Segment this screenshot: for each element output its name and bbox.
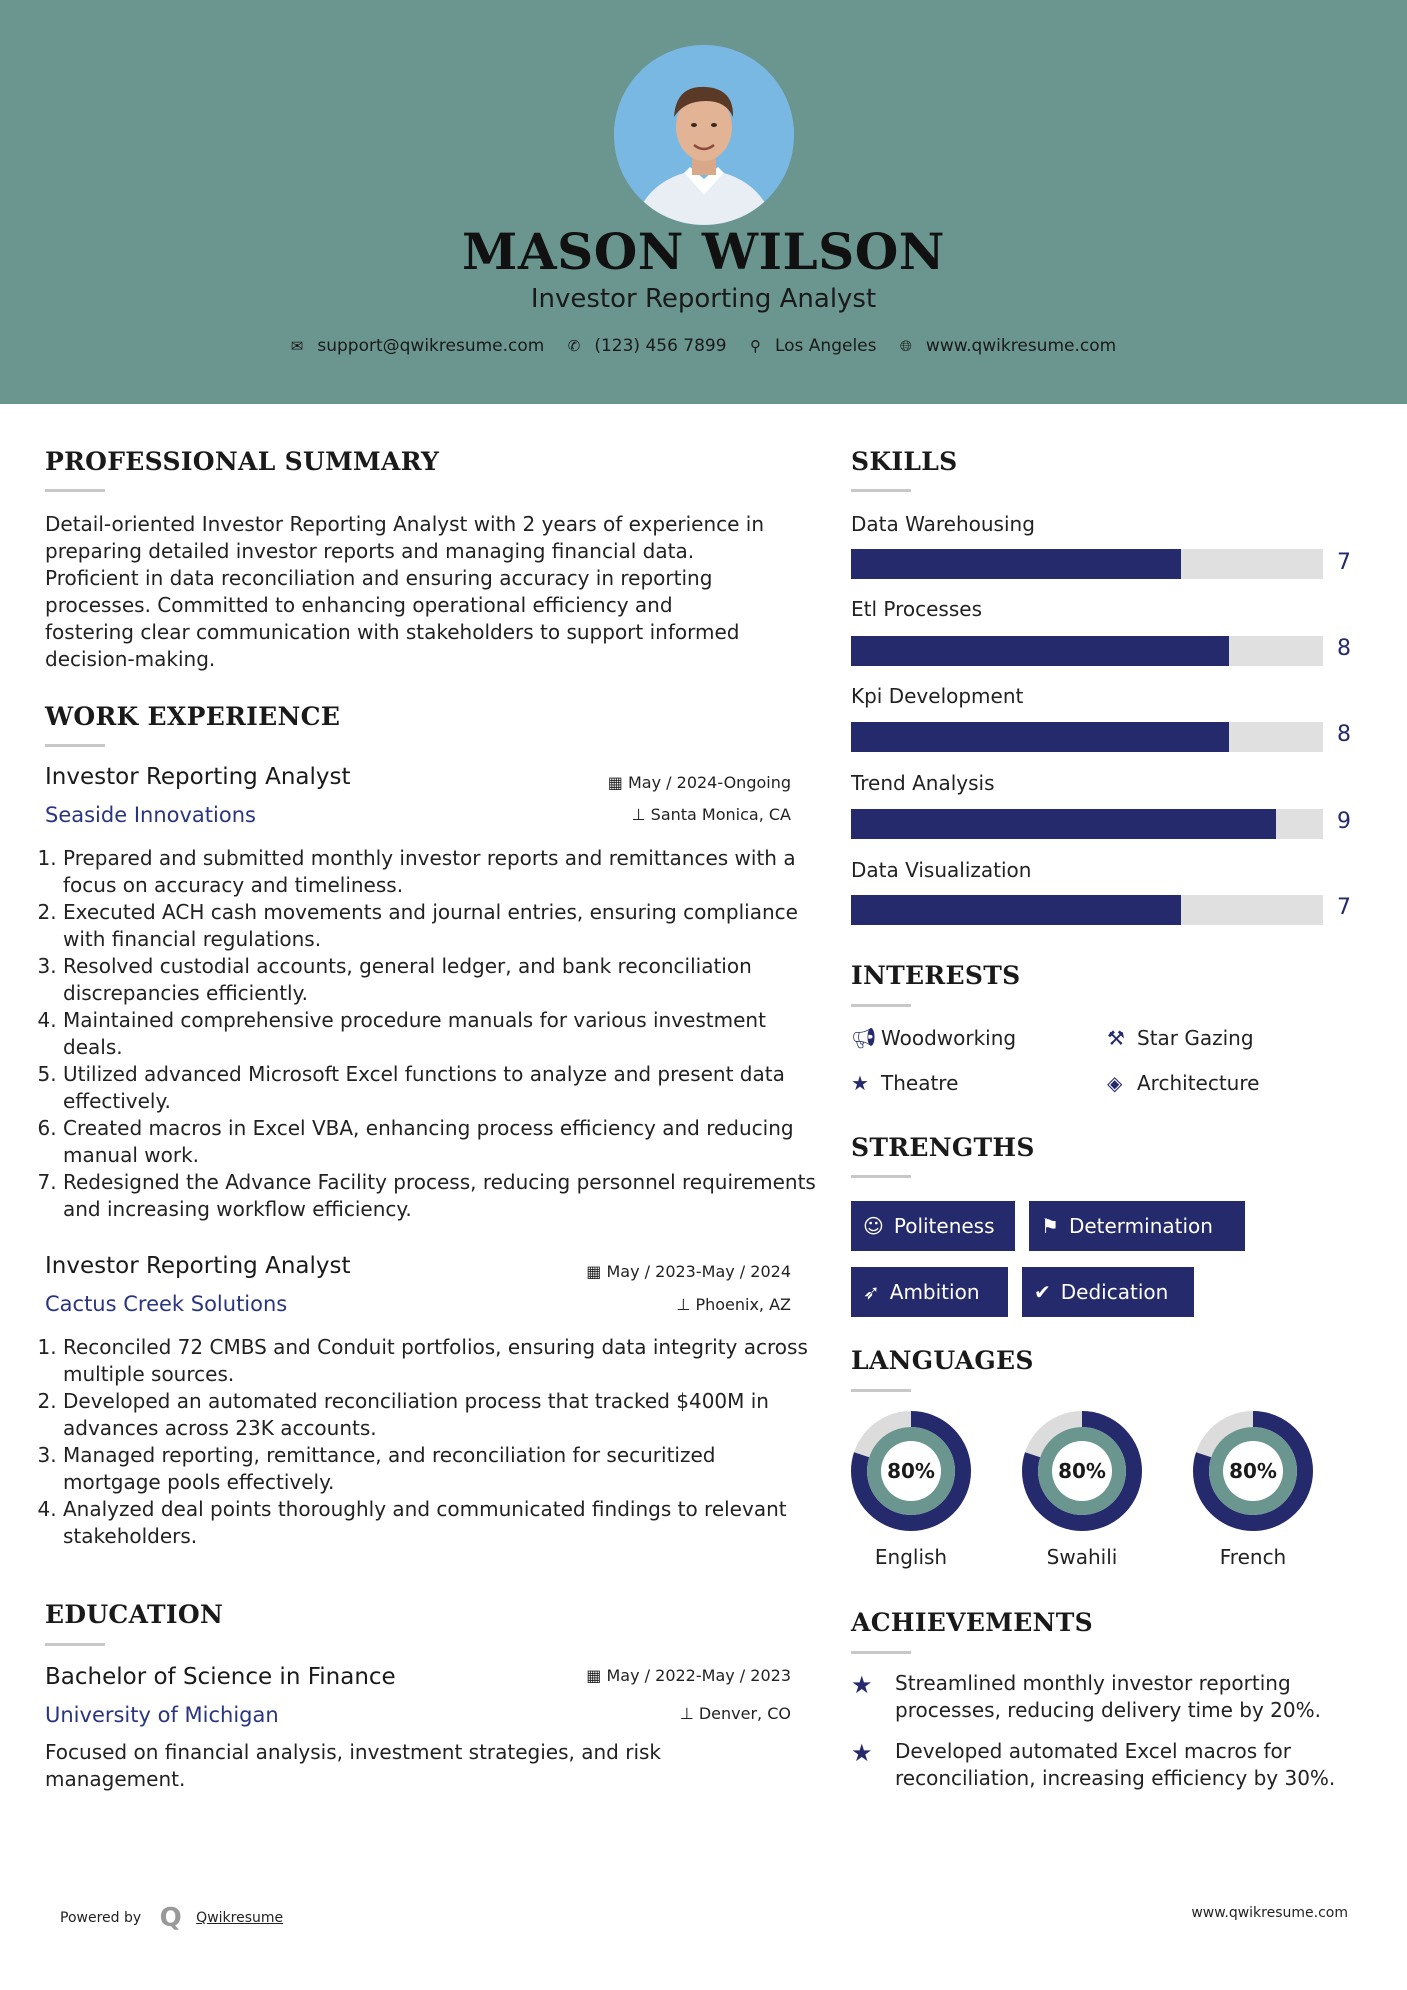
calendar-icon: ▦: [586, 1666, 607, 1685]
skill-name: Data Warehousing: [851, 512, 1035, 536]
candidate-title: Investor Reporting Analyst: [530, 284, 877, 314]
school-name: University of Michigan: [45, 1703, 279, 1727]
list-item: 1. Reconciled 72 CMBS and Conduit portfolios, ensuring data integrity across multiple sources.: [63, 1334, 818, 1388]
summary-line: preparing detailed investor reports and managing financial data.: [45, 539, 695, 563]
profile-photo: [614, 45, 794, 225]
contact-website[interactable]: www.qwikresume.com: [925, 336, 1117, 356]
skill-name: Data Visualization: [851, 858, 1032, 882]
education-line: management.: [45, 1767, 186, 1791]
contact-row: [0, 336, 1407, 356]
list-item: 5. Utilized advanced Microsoft Excel functions to analyze and present data effectively.: [63, 1061, 818, 1115]
summary-line: decision-making.: [45, 647, 216, 671]
strength-badge: ➶ Ambition: [851, 1267, 1008, 1317]
degree-title: Bachelor of Science in Finance: [45, 1664, 396, 1690]
flag-icon: ⚑: [1041, 1214, 1059, 1238]
skill-bar: [851, 549, 1323, 579]
skills-heading: SKILLS: [851, 447, 958, 476]
list-item: 1. Prepared and submitted monthly investor reports and remittances with a focus on accuracy and timeliness.: [63, 845, 818, 899]
summary-text: [45, 511, 805, 673]
envelope-icon: ✉: [290, 337, 304, 355]
section-divider: [851, 1004, 911, 1007]
achievement-line: Developed automated Excel macros for: [895, 1739, 1292, 1763]
interest-item: ◈ Architecture: [1107, 1071, 1260, 1095]
skill-bar-fill: [851, 549, 1181, 579]
footer-powered-by: [60, 1903, 283, 1933]
summary-line: Proficient in data reconciliation and ensuring accuracy in reporting: [45, 566, 713, 590]
skill-value: 7: [1337, 550, 1351, 575]
language-ring: [849, 1409, 973, 1533]
skill-bar: [851, 722, 1323, 752]
skill-name: Etl Processes: [851, 597, 982, 621]
company-name: Cactus Creek Solutions: [45, 1292, 288, 1316]
shooting-star-icon: ★: [851, 1671, 873, 1699]
job-location: ⊥ Phoenix, AZ: [676, 1295, 791, 1314]
globe-icon: 🌐︎: [899, 337, 912, 355]
job-dates: ▦ May / 2023-May / 2024: [586, 1262, 791, 1281]
language-percent: 80%: [1229, 1459, 1277, 1483]
education-description: [45, 1739, 805, 1793]
achievement-item: [851, 1738, 1371, 1792]
skill-bar: [851, 809, 1323, 839]
achievement-line: reconciliation, increasing efficiency by 30%.: [895, 1766, 1336, 1790]
language-ring: [1191, 1409, 1315, 1533]
skill-bar-fill: [851, 722, 1229, 752]
list-item: 2. Developed an automated reconciliation process that tracked $400M in advances across 23K accounts.: [63, 1388, 818, 1442]
phone-icon: ✆: [567, 337, 581, 355]
resume-header: [0, 0, 1407, 404]
interest-item: 📢︎ Woodworking: [851, 1026, 1017, 1050]
job-dates: ▦ May / 2024-Ongoing: [607, 773, 791, 792]
smile-icon: ☺: [863, 1214, 884, 1238]
summary-line: processes. Committed to enhancing operational efficiency and: [45, 593, 673, 617]
achievement-line: Streamlined monthly investor reporting: [895, 1671, 1291, 1695]
interests-heading: INTERESTS: [851, 961, 1021, 990]
summary-line: Detail-oriented Investor Reporting Analyst with 2 years of experience in: [45, 512, 765, 536]
ticket-icon: ◈: [1107, 1071, 1123, 1095]
education-dates: ▦ May / 2022-May / 2023: [586, 1666, 791, 1685]
footer-website[interactable]: www.qwikresume.com: [1191, 1905, 1348, 1921]
section-divider: [851, 489, 911, 492]
megaphone-icon: 📢︎: [851, 1026, 877, 1050]
language-percent: 80%: [887, 1459, 935, 1483]
experience-heading: WORK EXPERIENCE: [45, 702, 341, 731]
achievement-line: processes, reducing delivery time by 20%.: [895, 1698, 1321, 1722]
powered-by-label: Powered by: [60, 1910, 142, 1926]
language-name: English: [874, 1545, 948, 1569]
skill-bar: [851, 895, 1323, 925]
strengths-heading: STRENGTHS: [851, 1133, 1035, 1162]
strength-badge: ☺ Politeness: [851, 1201, 1015, 1251]
interest-item: ⚒ Star Gazing: [1107, 1026, 1254, 1050]
section-divider: [851, 1175, 911, 1178]
job-title: Investor Reporting Analyst: [45, 764, 351, 790]
skill-bar: [851, 636, 1323, 666]
list-item: 4. Maintained comprehensive procedure manuals for various investment deals.: [63, 1007, 818, 1061]
pin-icon: ⊥: [676, 1295, 696, 1314]
list-item: 2. Executed ACH cash movements and journal entries, ensuring compliance with financial regulations.: [63, 899, 818, 953]
section-divider: [45, 489, 105, 492]
shooting-star-icon: ★: [851, 1739, 873, 1767]
skill-value: 8: [1337, 636, 1351, 661]
contact-location: Los Angeles: [774, 336, 877, 356]
contact-phone[interactable]: (123) 456 7899: [594, 336, 727, 356]
skill-value: 8: [1337, 722, 1351, 747]
summary-line: fostering clear communication with stakeholders to support informed: [45, 620, 740, 644]
education-line: Focused on financial analysis, investment strategies, and risk: [45, 1740, 662, 1764]
pin-icon: ⊥: [631, 805, 651, 824]
skill-value: 7: [1337, 895, 1351, 920]
check-circle-icon: ✔: [1034, 1280, 1051, 1304]
list-item: 3. Managed reporting, remittance, and reconciliation for securitized mortgage pools effectively.: [63, 1442, 818, 1496]
achievements-heading: ACHIEVEMENTS: [851, 1608, 1093, 1637]
contact-email[interactable]: support@qwikresume.com: [317, 336, 545, 356]
company-name: Seaside Innovations: [45, 803, 256, 827]
map-marker-icon: ⚲: [749, 337, 761, 355]
strength-badge: ✔ Dedication: [1022, 1267, 1194, 1317]
education-location: ⊥ Denver, CO: [679, 1704, 791, 1723]
skill-bar-fill: [851, 636, 1229, 666]
list-item: 3. Resolved custodial accounts, general ledger, and bank reconciliation discrepancies efficiently.: [63, 953, 818, 1007]
brand-link[interactable]: Qwikresume: [196, 1910, 284, 1926]
section-divider: [45, 744, 105, 747]
job-bullets: [45, 845, 818, 1223]
job-title: Investor Reporting Analyst: [45, 1253, 351, 1279]
education-heading: EDUCATION: [45, 1600, 224, 1629]
achievement-item: [851, 1670, 1371, 1724]
list-item: 4. Analyzed deal points thoroughly and communicated findings to relevant stakeholders.: [63, 1496, 818, 1550]
skill-bar-fill: [851, 809, 1276, 839]
summary-heading: PROFESSIONAL SUMMARY: [45, 447, 440, 476]
job-bullets: [45, 1334, 818, 1550]
language-name: French: [1219, 1545, 1287, 1569]
rocket-icon: ➶: [863, 1280, 880, 1304]
languages-heading: LANGUAGES: [851, 1346, 1034, 1375]
star-icon: ★: [851, 1071, 869, 1095]
skill-bar-fill: [851, 895, 1181, 925]
calendar-icon: ▦: [607, 773, 628, 792]
section-divider: [851, 1389, 911, 1392]
skill-name: Kpi Development: [851, 684, 1024, 708]
section-divider: [851, 1651, 911, 1654]
qwikresume-logo-icon: Q: [159, 1903, 182, 1933]
candidate-name: MASON WILSON: [462, 222, 945, 281]
list-item: 6. Created macros in Excel VBA, enhancing process efficiency and reducing manual work.: [63, 1115, 818, 1169]
interest-item: ★ Theatre: [851, 1071, 959, 1095]
job-location: ⊥ Santa Monica, CA: [631, 805, 791, 824]
skill-value: 9: [1337, 809, 1351, 834]
pin-icon: ⊥: [679, 1704, 699, 1723]
language-name: Swahili: [1046, 1545, 1118, 1569]
calendar-icon: ▦: [586, 1262, 607, 1281]
language-ring: [1020, 1409, 1144, 1533]
gavel-icon: ⚒: [1107, 1026, 1125, 1050]
strength-badge: ⚑ Determination: [1029, 1201, 1245, 1251]
skill-name: Trend Analysis: [851, 771, 995, 795]
language-percent: 80%: [1058, 1459, 1106, 1483]
list-item: 7. Redesigned the Advance Facility process, reducing personnel requirements and increasing workflow efficiency.: [63, 1169, 818, 1223]
section-divider: [45, 1643, 105, 1646]
